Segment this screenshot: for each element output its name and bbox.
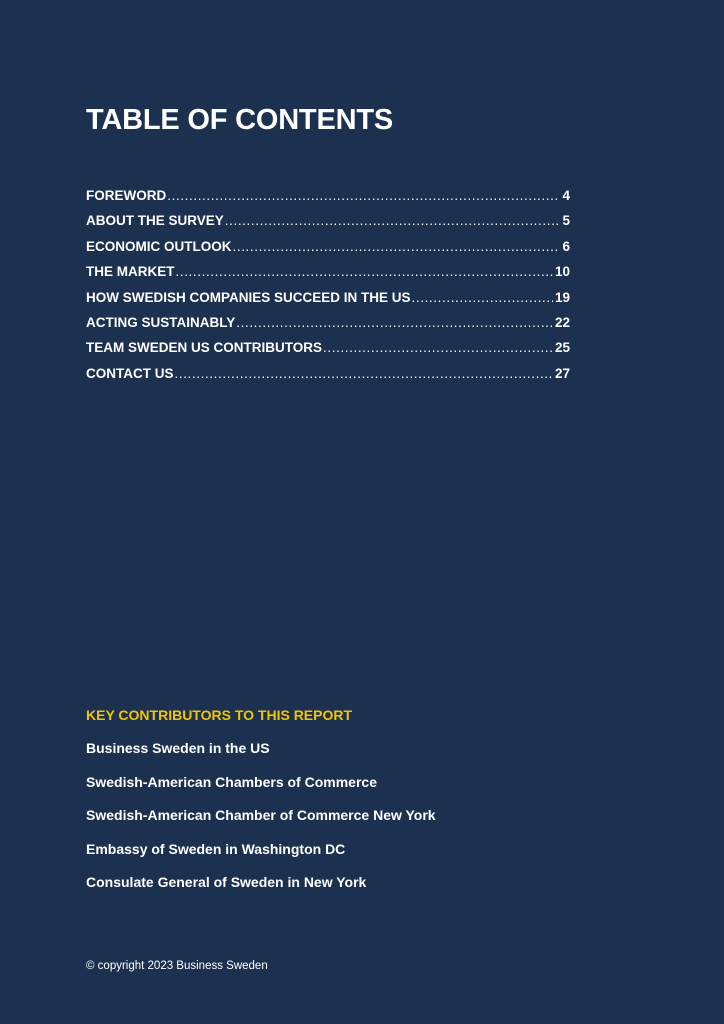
toc-entry-about-the-survey[interactable] xyxy=(86,211,570,236)
toc-entry-page: 27 xyxy=(554,365,570,381)
toc-dot-leader xyxy=(412,288,553,308)
toc-entry-page: 19 xyxy=(554,289,570,305)
toc-dot-leader xyxy=(175,364,553,384)
contributor-item: Business Sweden in the US xyxy=(86,740,270,756)
toc-entry-page: 22 xyxy=(554,314,570,330)
toc-entry-page: 10 xyxy=(554,264,570,280)
copyright-notice: © copyright 2023 Business Sweden xyxy=(86,960,268,972)
contributors-heading: KEY CONTRIBUTORS TO THIS REPORT xyxy=(86,707,353,723)
toc-entry-acting-sustainably[interactable] xyxy=(86,313,570,338)
toc-dot-leader xyxy=(233,237,561,257)
toc-entry-label: THE MARKET xyxy=(86,264,175,280)
page-title: TABLE OF CONTENTS xyxy=(86,104,393,136)
contributors-list xyxy=(86,738,436,906)
contributor-item: Embassy of Sweden in Washington DC xyxy=(86,840,346,857)
toc-dot-leader xyxy=(236,313,553,333)
contributor-item: Swedish-American Chambers of Commerce xyxy=(86,773,377,790)
contributor-item: Consulate General of Sweden in New York xyxy=(86,874,367,891)
toc-entry-contact-us[interactable] xyxy=(86,364,570,389)
toc-entry-economic-outlook[interactable] xyxy=(86,237,570,262)
toc-entry-page: 25 xyxy=(554,340,570,356)
toc-dot-leader xyxy=(167,186,560,206)
toc-entry-page: 5 xyxy=(562,213,570,229)
toc-entry-label: ABOUT THE SURVEY xyxy=(86,213,224,229)
toc-entry-label: ACTING SUSTAINABLY xyxy=(86,314,236,330)
toc-entry-label: HOW SWEDISH COMPANIES SUCCEED IN THE US xyxy=(86,289,411,305)
toc-entry-foreword[interactable] xyxy=(86,186,570,211)
toc-entry-label: FOREWORD xyxy=(86,188,167,203)
toc-entry-label: ECONOMIC OUTLOOK xyxy=(86,238,232,254)
contributor-item: Swedish-American Chamber of Commerce New York xyxy=(86,807,436,824)
toc-dot-leader xyxy=(176,262,553,282)
toc-entry-how-swedish-companies-succeed[interactable] xyxy=(86,288,570,313)
toc-dot-leader xyxy=(323,338,553,358)
toc-entry-page: 6 xyxy=(562,238,570,254)
toc-entry-the-market[interactable] xyxy=(86,262,570,287)
toc-entry-page: 4 xyxy=(562,188,570,203)
table-of-contents xyxy=(86,186,570,389)
toc-entry-team-sweden-contributors[interactable] xyxy=(86,338,570,363)
toc-entry-label: CONTACT US xyxy=(86,365,174,381)
toc-entry-label: TEAM SWEDEN US CONTRIBUTORS xyxy=(86,340,323,356)
toc-dot-leader xyxy=(225,211,561,231)
